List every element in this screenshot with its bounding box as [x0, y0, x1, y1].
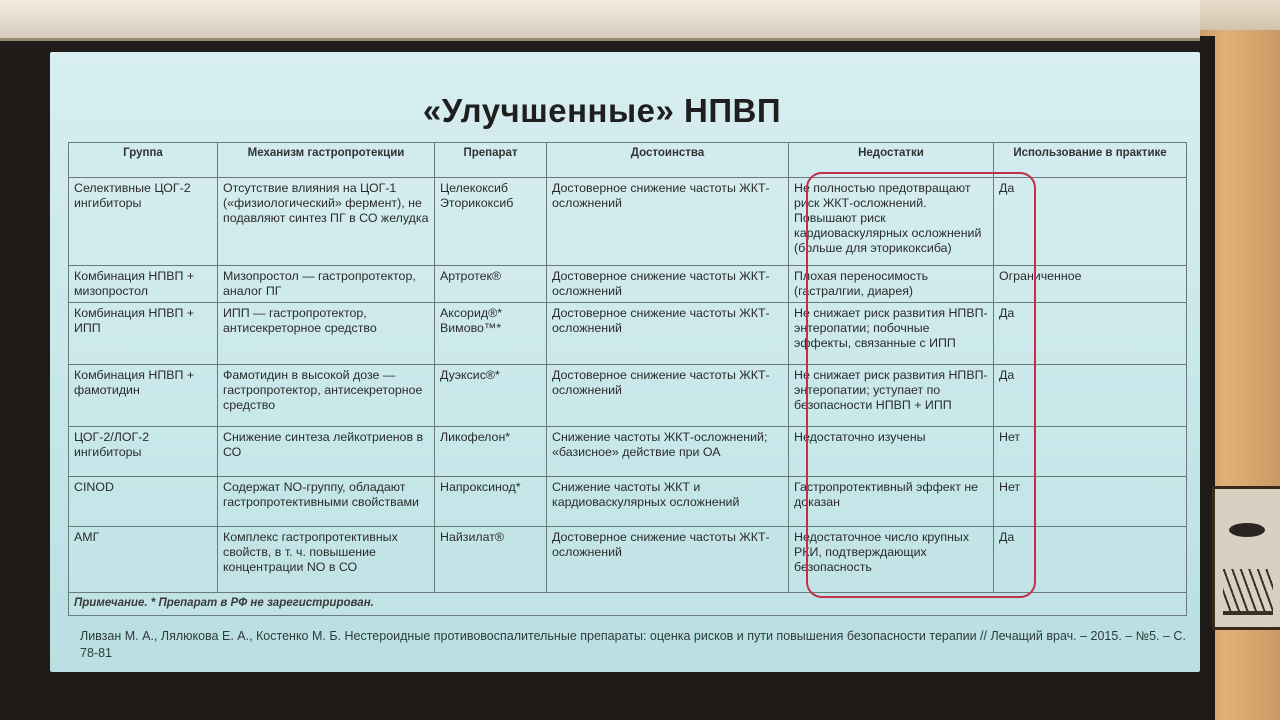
cell-advantages: Достоверное снижение частоты ЖКТ-осложнений [547, 266, 789, 303]
cell-advantages: Снижение частоты ЖКТ и кардиоваскулярных осложнений [547, 477, 789, 527]
header-advantages: Достоинства [547, 143, 789, 178]
cell-drug: Целекоксиб Эторикоксиб [435, 178, 547, 266]
cell-usage: Да [994, 527, 1187, 593]
table-row [69, 427, 1187, 477]
header-disadvantages: Недостатки [789, 143, 994, 178]
cell-advantages: Достоверное снижение частоты ЖКТ-осложнений [547, 178, 789, 266]
fish-image [1229, 523, 1265, 537]
cell-advantages: Достоверное снижение частоты ЖКТ-осложнений [547, 527, 789, 593]
cell-drug: Аксорид®* Вимово™* [435, 303, 547, 365]
cell-disadvantages: Гастропротективный эффект не доказан [789, 477, 994, 527]
cell-mechanism: Снижение синтеза лейкотриенов в СО [218, 427, 435, 477]
table-row [69, 178, 1187, 266]
cell-drug: Найзилат® [435, 527, 547, 593]
cell-group: Селективные ЦОГ-2 ингибиторы [69, 178, 218, 266]
cell-drug: Ликофелон* [435, 427, 547, 477]
cell-usage: Нет [994, 477, 1187, 527]
cell-group: ЦОГ-2/ЛОГ-2 ингибиторы [69, 427, 218, 477]
cell-disadvantages: Недостаточное число крупных РКИ, подтверждающих безопасность [789, 527, 994, 593]
table-row [69, 477, 1187, 527]
header-usage: Использование в практике [994, 143, 1187, 178]
nsaid-table [68, 142, 1187, 616]
header-drug: Препарат [435, 143, 547, 178]
cell-mechanism: Отсутствие влияния на ЦОГ-1 («физиологический» фермент), не подавляют синтез ПГ в СО желудка [218, 178, 435, 266]
cell-advantages: Достоверное снижение частоты ЖКТ-осложнений [547, 365, 789, 427]
cell-group: Комбинация НПВП + ИПП [69, 303, 218, 365]
cell-usage: Ограниченное [994, 266, 1187, 303]
header-group: Группа [69, 143, 218, 178]
cell-disadvantages: Недостаточно изучены [789, 427, 994, 477]
cell-advantages: Снижение частоты ЖКТ-осложнений; «базисное» действие при ОА [547, 427, 789, 477]
header-mechanism: Механизм гастропротекции [218, 143, 435, 178]
cell-usage: Да [994, 303, 1187, 365]
cell-mechanism: Мизопростол — гастропротектор, аналог ПГ [218, 266, 435, 303]
cell-mechanism: Фамотидин в высокой дозе — гастропротектор, антисекреторное средство [218, 365, 435, 427]
cell-usage: Нет [994, 427, 1187, 477]
cell-disadvantages: Плохая переносимость (гастралгии, диарея) [789, 266, 994, 303]
reference-citation: Ливзан М. А., Лялюкова Е. А., Костенко М. Б. Нестероидные противовоспалительные препараты: оценка рисков и пути повышения безопасности терапии // Лечащий врач. – 2015. – №5. – С. 78-81 [80, 629, 1186, 660]
cell-mechanism: Содержат NO-группу, обладают гастропротективными свойствами [218, 477, 435, 527]
wall-picture [1212, 486, 1280, 630]
cell-disadvantages: Не полностью предотвращают риск ЖКТ-осложнений. Повышают риск кардиоваскулярных осложнений (больше для эторикоксиба) [789, 178, 994, 266]
cell-drug: Дуэксис®* [435, 365, 547, 427]
table-row [69, 527, 1187, 593]
projector-screen-housing [0, 0, 1200, 41]
seaweed-image [1223, 569, 1273, 615]
table-header-row [69, 143, 1187, 178]
slide-title: «Улучшенные» НПВП [422, 92, 782, 129]
cell-mechanism: Комплекс гастропротективных свойств, в т. ч. повышение концентрации NO в СО [218, 527, 435, 593]
cell-drug: Артротек® [435, 266, 547, 303]
cell-usage: Да [994, 178, 1187, 266]
note-row [69, 593, 1187, 616]
table-row [69, 266, 1187, 303]
cell-drug: Напроксинод* [435, 477, 547, 527]
table-row [69, 365, 1187, 427]
cell-group: CINOD [69, 477, 218, 527]
table-note: Примечание. * Препарат в РФ не зарегистрирован. [69, 593, 1187, 616]
cell-disadvantages: Не снижает риск развития НПВП-энтеропатии; побочные эффекты, связанные с ИПП [789, 303, 994, 365]
table-row [69, 303, 1187, 365]
cell-disadvantages: Не снижает риск развития НПВП-энтеропатии; уступает по безопасности НПВП + ИПП [789, 365, 994, 427]
cell-usage: Да [994, 365, 1187, 427]
cell-group: Комбинация НПВП + фамотидин [69, 365, 218, 427]
cell-group: Комбинация НПВП + мизопростол [69, 266, 218, 303]
cell-advantages: Достоверное снижение частоты ЖКТ-осложнений [547, 303, 789, 365]
cell-mechanism: ИПП — гастропротектор, антисекреторное средство [218, 303, 435, 365]
cell-group: АМГ [69, 527, 218, 593]
